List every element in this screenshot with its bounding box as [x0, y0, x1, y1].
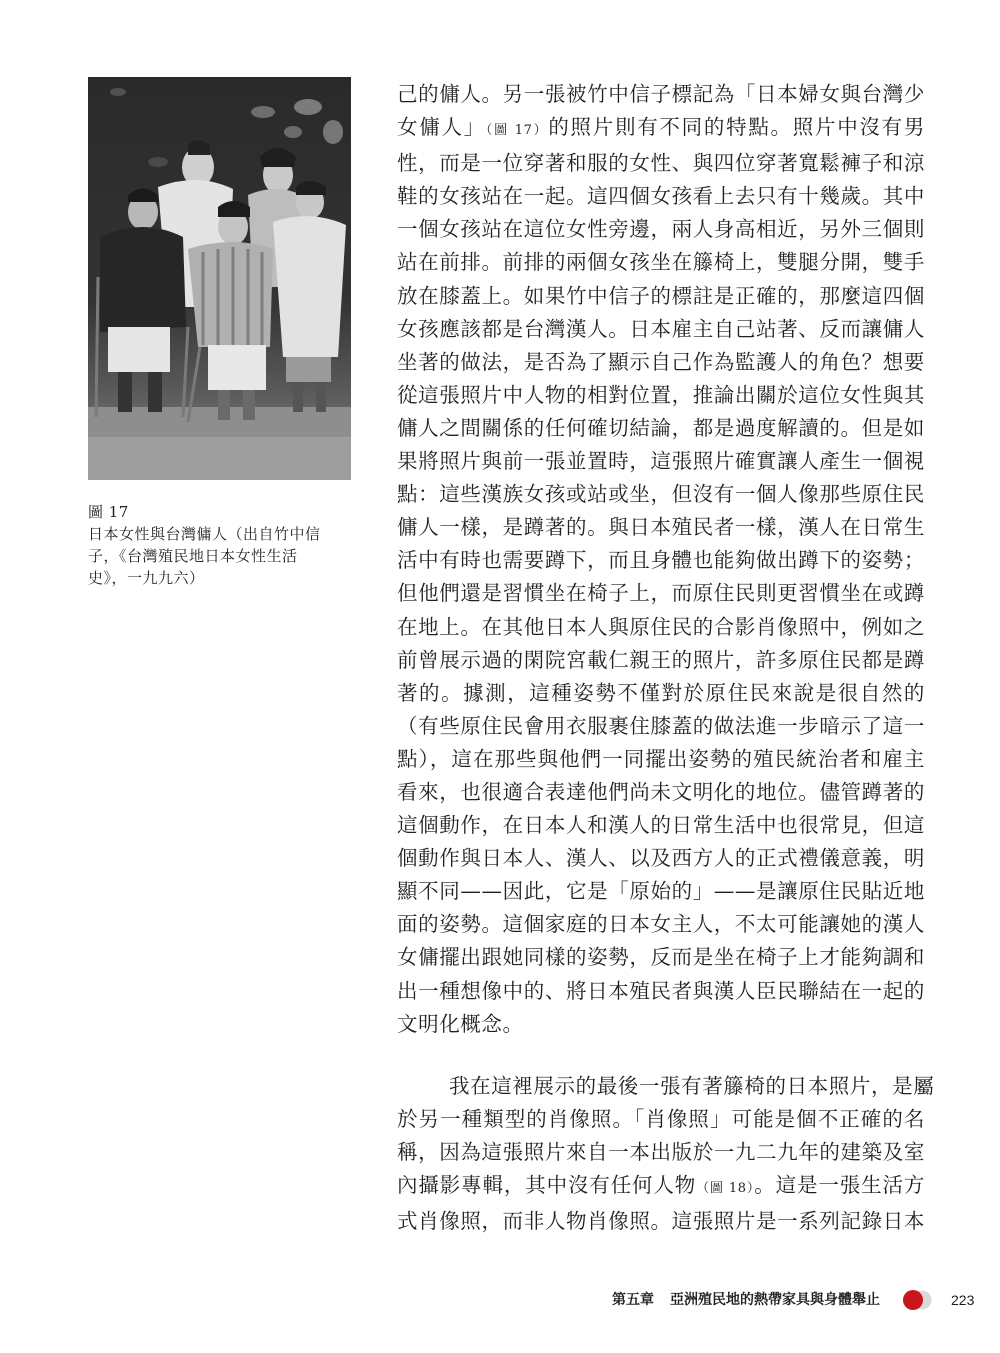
text-line: 活中有時也需要蹲下，而且身體也能夠做出蹲下的姿勢； — [397, 548, 925, 573]
text-line: 文明化概念。 — [397, 1011, 524, 1036]
figure-caption-line: 子，《台灣殖民地日本女性生活 — [88, 547, 298, 565]
text-line: 我在這裡展示的最後一張有著籐椅的日本照片，是屬 — [449, 1073, 935, 1098]
text-line: 顯不同——因此，它是「原始的」——是讓原住民貼近地 — [397, 879, 925, 904]
photo-icon — [88, 77, 351, 480]
text-line: 於另一種類型的肖像照。「肖像照」可能是個不正確的名 — [397, 1106, 925, 1131]
figure-caption-line: 史》，一九九六） — [88, 569, 205, 587]
figure-label: 圖 17 — [88, 503, 129, 521]
figure-reference-link[interactable]: （圖 18） — [696, 1181, 755, 1196]
chapter-running-title — [612, 1287, 880, 1313]
text-line: 坐著的做法，是否為了顯示自己作為監護人的角色？想要 — [397, 349, 925, 374]
text-line: 從這張照片中人物的相對位置，推論出關於這位女性與其 — [397, 382, 925, 407]
text-line: 果將照片與前一張並置時，這張照片確實讓人產生一個視 — [397, 449, 925, 474]
chapter-marker-icon — [902, 1290, 934, 1310]
chapter-number: 第五章 — [612, 1292, 654, 1308]
text-line: 一個女孩站在這位女性旁邊，兩人身高相近，另外三個則 — [397, 217, 925, 242]
paragraph — [397, 1070, 935, 1238]
figure-reference-link[interactable]: （圖 17） — [485, 123, 549, 139]
text-line — [397, 111, 925, 147]
text-line: 性，而是一位穿著和服的女性、與四位穿著寬鬆褲子和涼 — [397, 151, 925, 176]
text-line: 前曾展示過的閑院宮載仁親王的照片，許多原住民都是蹲 — [397, 647, 925, 672]
text-line: 面的姿勢。這個家庭的日本女主人，不太可能讓她的漢人 — [397, 912, 925, 937]
text-line: 著的。據測，這種姿勢不僅對於原住民來說是很自然的 — [397, 680, 925, 705]
text-line: 式肖像照，而非人物肖像照。這張照片是一系列記錄日本 — [397, 1209, 925, 1234]
text-line: 點），這在那些與他們一同擺出姿勢的殖民統治者和雇主 — [397, 746, 925, 771]
main-body-text — [397, 78, 935, 1238]
text-line: 鞋的女孩站在一起。這四個女孩看上去只有十幾歲。其中 — [397, 184, 925, 209]
figure-17-photo — [88, 77, 351, 480]
text-line: 稱，因為這張照片來自一本出版於一九二九年的建築及室 — [397, 1139, 925, 1164]
text-line: 女傭擺出跟她同樣的姿勢，反而是坐在椅子上才能夠調和 — [397, 945, 925, 970]
page-number: 223 — [951, 1292, 975, 1308]
text-line: 看來，也很適合表達他們尚未文明化的地位。儘管蹲著的 — [397, 779, 925, 804]
text-line: 傭人之間關係的任何確切結論，都是過度解讀的。但是如 — [397, 415, 925, 440]
text-span: 內攝影專輯，其中沒有任何人物 — [397, 1173, 697, 1197]
page-footer — [0, 1287, 1000, 1313]
text-span: 。這是一張生活方 — [754, 1173, 925, 1197]
text-span: 女傭人」 — [397, 115, 486, 140]
text-line: （有些原住民會用衣服裹住膝蓋的做法進一步暗示了這一 — [397, 713, 925, 738]
figure-caption — [88, 501, 356, 589]
figure-caption-line: 日本女性與台灣傭人（出自竹中信 — [88, 525, 321, 543]
text-line: 點：這些漢族女孩或站或坐，但沒有一個人像那些原住民 — [397, 482, 925, 507]
text-line: 放在膝蓋上。如果竹中信子的標註是正確的，那麼這四個 — [397, 283, 925, 308]
chapter-title: 亞洲殖民地的熱帶家具與身體舉止 — [670, 1292, 880, 1308]
text-line: 站在前排。前排的兩個女孩坐在籐椅上，雙腿分開，雙手 — [397, 250, 925, 275]
text-line: 但他們還是習慣坐在椅子上，而原住民則更習慣坐在或蹲 — [397, 581, 925, 606]
text-line — [397, 1169, 925, 1205]
text-line: 出一種想像中的、將日本殖民者與漢人臣民聯結在一起的 — [397, 978, 925, 1003]
text-line: 個動作與日本人、漢人、以及西方人的正式禮儀意義，明 — [397, 846, 925, 871]
text-line: 己的傭人。另一張被竹中信子標記為「日本婦女與台灣少 — [397, 82, 925, 106]
text-line: 傭人一樣，是蹲著的。與日本殖民者一樣，漢人在日常生 — [397, 515, 925, 540]
text-span: 的照片則有不同的特點。照片中沒有男 — [548, 115, 926, 140]
text-line: 在地上。在其他日本人與原住民的合影肖像照中，例如之 — [397, 614, 925, 639]
text-line: 這個動作，在日本人和漢人的日常生活中也很常見，但這 — [397, 813, 925, 838]
paragraph — [397, 78, 925, 1041]
text-line: 女孩應該都是台灣漢人。日本雇主自己站著、反而讓傭人 — [397, 316, 925, 341]
